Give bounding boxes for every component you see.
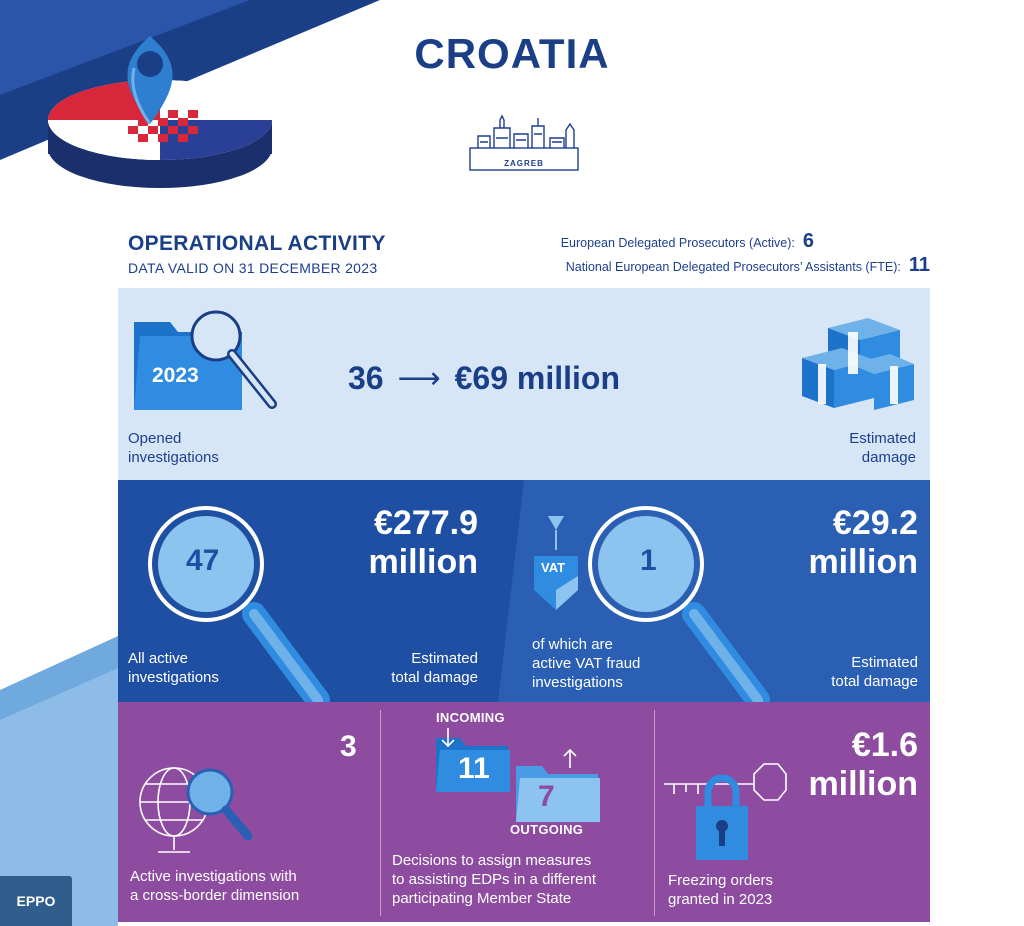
outgoing-count: 7 xyxy=(538,780,555,813)
decisions-label xyxy=(392,852,596,908)
incoming-count: 11 xyxy=(458,752,490,785)
vat-damage-line: million xyxy=(808,543,918,582)
section-title: OPERATIONAL ACTIVITY xyxy=(128,232,386,255)
damage-label-line: damage xyxy=(861,448,916,466)
est-label-line: Estimated xyxy=(411,650,478,667)
decisions-label-line: to assisting EDPs in a different xyxy=(392,870,596,888)
freezing-amount xyxy=(808,726,918,804)
vat-label-line: of which are xyxy=(532,636,613,653)
freeze-label-line: granted in 2023 xyxy=(668,890,773,908)
edp-label: European Delegated Prosecutors (Active): xyxy=(560,236,795,250)
freezing-orders-label xyxy=(668,872,773,910)
folder-year: 2023 xyxy=(152,364,199,387)
decisions-label-line: Decisions to assign measures xyxy=(392,852,592,869)
active-count: 47 xyxy=(186,544,220,577)
edp-count: 6 xyxy=(802,230,814,252)
vat-estimated-damage-label xyxy=(831,654,918,692)
active-estimated-damage-label xyxy=(391,650,478,688)
cross-label-line: a cross-border dimension xyxy=(130,886,300,904)
active-damage-line: million xyxy=(368,543,478,582)
opened-investigations-panel xyxy=(118,288,930,480)
decisions-label-line: participating Member State xyxy=(392,889,572,907)
incoming-label: INCOMING xyxy=(436,710,505,725)
vat-damage-line: €29.2 xyxy=(832,504,918,542)
country-title: CROATIA xyxy=(414,30,610,77)
city-name: ZAGREB xyxy=(504,159,544,168)
vat-investigations-label xyxy=(532,636,640,692)
globe-magnifier-icon xyxy=(128,756,258,860)
est-label-line: total damage xyxy=(391,668,478,686)
active-damage-value xyxy=(368,504,478,582)
opened-label-line: Opened xyxy=(128,430,182,447)
damage-label-line: Estimated xyxy=(849,430,916,447)
column-divider xyxy=(654,710,655,916)
vat-count: 1 xyxy=(640,544,657,577)
estimated-damage-label xyxy=(849,430,916,468)
estimated-damage-value: €69 million xyxy=(454,360,620,396)
active-investigations-label xyxy=(128,650,219,688)
opened-label-line: investigations xyxy=(128,448,219,466)
assistants-count: 11 xyxy=(908,254,930,276)
freeze-amount-line: €1.6 xyxy=(851,726,918,764)
active-label-line: All active xyxy=(128,650,189,667)
padlock-key-icon xyxy=(664,762,788,862)
vat-label-line: active VAT fraud xyxy=(532,654,641,672)
freeze-label-line: Freezing orders xyxy=(668,872,774,889)
opened-investigations-label xyxy=(128,430,219,468)
freeze-amount-line: million xyxy=(808,765,918,804)
active-damage-line: €277.9 xyxy=(374,504,478,542)
incoming-outgoing-folders-icon xyxy=(430,728,610,824)
eppo-logo-tag[interactable]: EPPO xyxy=(0,876,72,926)
vat-est-label-line: total damage xyxy=(831,672,918,690)
vat-est-label-line: Estimated xyxy=(851,654,918,671)
folder-magnifier-icon xyxy=(130,306,290,418)
edp-count-line xyxy=(561,230,814,253)
cross-label-line: Active investigations with xyxy=(130,868,297,885)
opened-count: 36 xyxy=(348,360,384,396)
outgoing-label: OUTGOING xyxy=(510,822,584,837)
assistants-count-line xyxy=(566,254,930,277)
column-divider xyxy=(380,710,381,916)
city-logo xyxy=(466,112,582,174)
money-stack-icon xyxy=(798,316,916,414)
opened-summary xyxy=(348,360,620,397)
active-investigations-panel xyxy=(118,480,930,702)
assistants-label: National European Delegated Prosecutors’ Assistants (FTE): xyxy=(565,260,901,274)
vat-label-line: investigations xyxy=(532,673,623,691)
right-arrow-icon: ⟶ xyxy=(397,362,441,395)
cross-border-panel xyxy=(118,702,930,922)
vat-text: VAT xyxy=(541,560,566,575)
cross-border-count: 3 xyxy=(340,730,357,763)
vat-damage-value xyxy=(808,504,918,582)
section-subtitle: DATA VALID ON 31 DECEMBER 2023 xyxy=(128,260,378,276)
cross-border-label xyxy=(130,868,299,906)
active-label-line: investigations xyxy=(128,668,219,686)
